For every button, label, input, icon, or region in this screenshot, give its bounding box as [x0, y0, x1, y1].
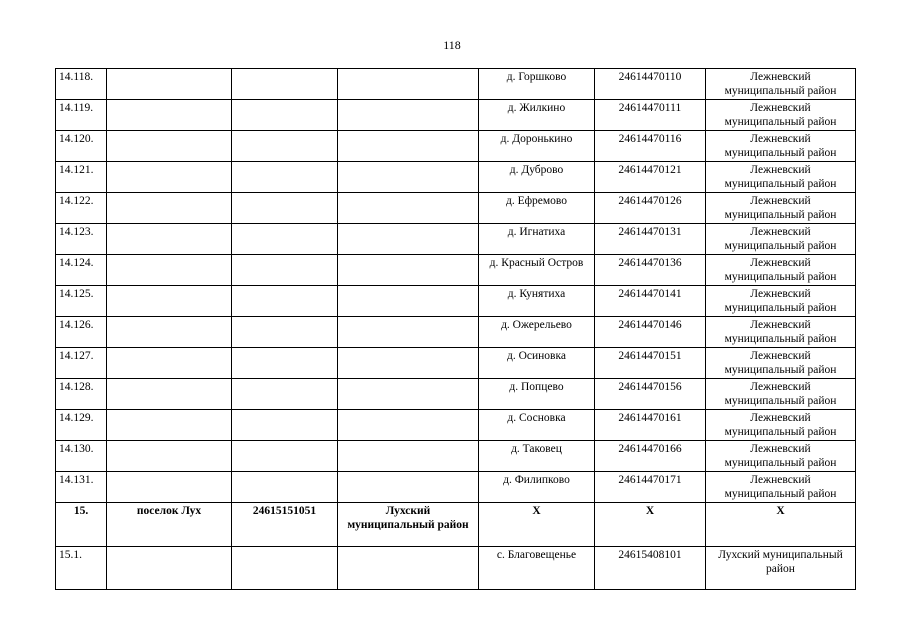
settlement-name-cell: [107, 131, 232, 162]
settlement-oktmo-cell: [232, 379, 338, 410]
municipal-district-cell: Лежневский муниципальный район: [706, 441, 856, 472]
locality-code-cell: 24614470166: [595, 441, 706, 472]
locality-name-cell: с. Благовещенье: [479, 547, 595, 590]
locality-code-cell: 24614470131: [595, 224, 706, 255]
row-number-cell: 14.131.: [56, 472, 107, 503]
locality-code-cell: 24614470141: [595, 286, 706, 317]
table-row: [56, 162, 856, 193]
locality-code-cell: 24614470126: [595, 193, 706, 224]
table-row: [56, 472, 856, 503]
settlement-oktmo-cell: [232, 255, 338, 286]
settlement-district-cell: [338, 100, 479, 131]
municipal-district-cell: Лежневский муниципальный район: [706, 348, 856, 379]
locality-code-cell: 24614470156: [595, 379, 706, 410]
settlement-district-cell: [338, 410, 479, 441]
settlement-district-cell: [338, 348, 479, 379]
table-row: [56, 503, 856, 547]
locality-code-cell: X: [595, 503, 706, 547]
locality-name-cell: д. Красный Остров: [479, 255, 595, 286]
settlement-district-cell: [338, 162, 479, 193]
settlement-oktmo-cell: [232, 100, 338, 131]
settlement-name-cell: [107, 100, 232, 131]
settlement-district-cell: [338, 317, 479, 348]
settlement-district-cell: [338, 441, 479, 472]
table-row: [56, 69, 856, 100]
locality-code-cell: 24614470171: [595, 472, 706, 503]
locality-name-cell: д. Дуброво: [479, 162, 595, 193]
row-number-cell: 14.120.: [56, 131, 107, 162]
row-number-cell: 14.119.: [56, 100, 107, 131]
settlement-name-cell: [107, 547, 232, 590]
table-row: [56, 100, 856, 131]
settlement-name-cell: [107, 193, 232, 224]
row-number-cell: 14.129.: [56, 410, 107, 441]
settlement-name-cell: [107, 379, 232, 410]
municipal-district-cell: Лежневский муниципальный район: [706, 379, 856, 410]
municipal-district-cell: Лежневский муниципальный район: [706, 69, 856, 100]
settlement-district-cell: [338, 224, 479, 255]
row-number-cell: 14.123.: [56, 224, 107, 255]
locality-name-cell: д. Таковец: [479, 441, 595, 472]
settlement-district-cell: [338, 379, 479, 410]
row-number-cell: 14.127.: [56, 348, 107, 379]
settlement-oktmo-cell: [232, 224, 338, 255]
locality-code-cell: 24614470110: [595, 69, 706, 100]
municipal-district-cell: X: [706, 503, 856, 547]
settlement-name-cell: [107, 441, 232, 472]
settlement-name-cell: поселок Лух: [107, 503, 232, 547]
row-number-cell: 15.1.: [56, 547, 107, 590]
settlement-oktmo-cell: [232, 348, 338, 379]
settlement-name-cell: [107, 162, 232, 193]
table-row: [56, 379, 856, 410]
settlement-district-cell: [338, 131, 479, 162]
locality-name-cell: д. Попцево: [479, 379, 595, 410]
row-number-cell: 14.128.: [56, 379, 107, 410]
table-row: [56, 224, 856, 255]
settlement-district-cell: [338, 472, 479, 503]
row-number-cell: 14.124.: [56, 255, 107, 286]
settlement-oktmo-cell: [232, 69, 338, 100]
locality-name-cell: д. Доронькино: [479, 131, 595, 162]
locality-name-cell: д. Игнатиха: [479, 224, 595, 255]
locality-code-cell: 24614470136: [595, 255, 706, 286]
locality-code-cell: 24614470151: [595, 348, 706, 379]
row-number-cell: 14.122.: [56, 193, 107, 224]
municipal-district-cell: Лежневский муниципальный район: [706, 317, 856, 348]
locality-name-cell: д. Ефремово: [479, 193, 595, 224]
table-row: [56, 348, 856, 379]
locality-code-cell: 24615408101: [595, 547, 706, 590]
table-row: [56, 255, 856, 286]
settlement-oktmo-cell: [232, 441, 338, 472]
municipal-district-cell: Лежневский муниципальный район: [706, 410, 856, 441]
settlement-district-cell: [338, 286, 479, 317]
table-row: [56, 410, 856, 441]
settlement-district-cell: [338, 255, 479, 286]
settlement-registry-table: [55, 68, 856, 590]
settlement-name-cell: [107, 410, 232, 441]
locality-code-cell: 24614470116: [595, 131, 706, 162]
municipal-district-cell: Лежневский муниципальный район: [706, 131, 856, 162]
table-row: [56, 286, 856, 317]
locality-name-cell: д. Жилкино: [479, 100, 595, 131]
table-row: [56, 317, 856, 348]
settlement-name-cell: [107, 348, 232, 379]
settlement-name-cell: [107, 286, 232, 317]
locality-code-cell: 24614470146: [595, 317, 706, 348]
municipal-district-cell: Лежневский муниципальный район: [706, 193, 856, 224]
row-number-cell: 14.121.: [56, 162, 107, 193]
row-number-cell: 14.130.: [56, 441, 107, 472]
municipal-district-cell: Лежневский муниципальный район: [706, 162, 856, 193]
municipal-district-cell: Лежневский муниципальный район: [706, 224, 856, 255]
settlement-oktmo-cell: [232, 193, 338, 224]
table-row: [56, 547, 856, 590]
settlement-oktmo-cell: 24615151051: [232, 503, 338, 547]
page-number: 118: [443, 38, 461, 52]
settlement-name-cell: [107, 472, 232, 503]
row-number-cell: 14.125.: [56, 286, 107, 317]
municipal-district-cell: Лежневский муниципальный район: [706, 255, 856, 286]
municipal-district-cell: Лежневский муниципальный район: [706, 286, 856, 317]
locality-code-cell: 24614470161: [595, 410, 706, 441]
table-row: [56, 441, 856, 472]
settlement-oktmo-cell: [232, 547, 338, 590]
row-number-cell: 14.126.: [56, 317, 107, 348]
locality-code-cell: 24614470121: [595, 162, 706, 193]
locality-name-cell: д. Горшково: [479, 69, 595, 100]
municipal-district-cell: Лухский муниципальный район: [706, 547, 856, 590]
settlement-name-cell: [107, 255, 232, 286]
settlement-oktmo-cell: [232, 410, 338, 441]
settlement-name-cell: [107, 317, 232, 348]
settlement-oktmo-cell: [232, 286, 338, 317]
locality-name-cell: д. Ожерельево: [479, 317, 595, 348]
row-number-cell: 14.118.: [56, 69, 107, 100]
settlement-oktmo-cell: [232, 162, 338, 193]
settlement-name-cell: [107, 224, 232, 255]
row-number-cell: 15.: [56, 503, 107, 547]
settlement-district-cell: [338, 547, 479, 590]
municipal-district-cell: Лежневский муниципальный район: [706, 472, 856, 503]
settlement-name-cell: [107, 69, 232, 100]
table-row: [56, 193, 856, 224]
settlement-oktmo-cell: [232, 472, 338, 503]
settlement-oktmo-cell: [232, 131, 338, 162]
settlement-oktmo-cell: [232, 317, 338, 348]
locality-name-cell: X: [479, 503, 595, 547]
table-row: [56, 131, 856, 162]
locality-name-cell: д. Осиновка: [479, 348, 595, 379]
locality-name-cell: д. Сосновка: [479, 410, 595, 441]
municipal-district-cell: Лежневский муниципальный район: [706, 100, 856, 131]
settlement-district-cell: [338, 193, 479, 224]
locality-name-cell: д. Кунятиха: [479, 286, 595, 317]
locality-name-cell: д. Филипково: [479, 472, 595, 503]
locality-code-cell: 24614470111: [595, 100, 706, 131]
settlement-district-cell: [338, 69, 479, 100]
settlement-district-cell: Лухский муниципальный район: [338, 503, 479, 547]
